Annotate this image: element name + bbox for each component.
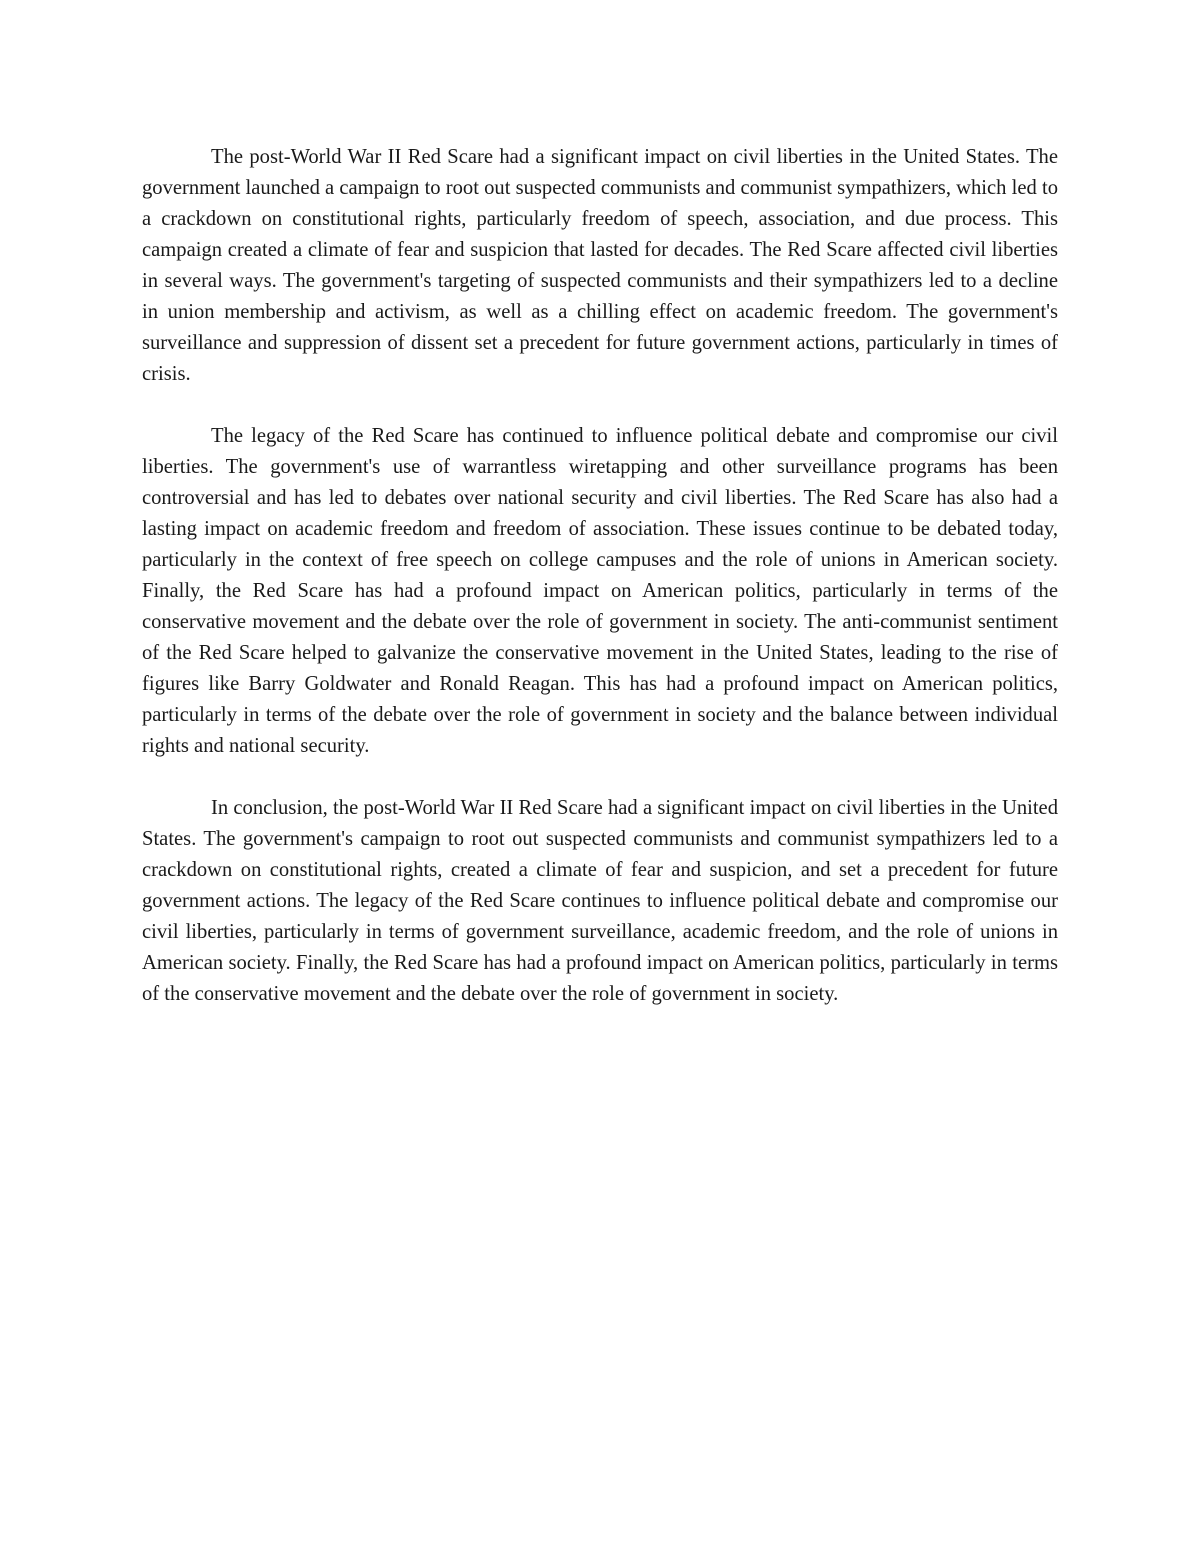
paragraph-conclusion: In conclusion, the post-World War II Red Scare had a significant impact on civil liberties in the United States. The government's campaign to root out suspected communists and communist sympathizers led to a crackdown on constitutional rights, created a climate of fear and suspicion, and set a precedent for future government actions. The legacy of the Red Scare continues to influence political debate and compromise our civil liberties, particularly in terms of government surveillance, academic freedom, and the role of unions in American society. Finally, the Red Scare has had a profound impact on American politics, particularly in terms of the conservative movement and the debate over the role of government in society. bbox=[142, 797, 1058, 1005]
document-body bbox=[142, 142, 1058, 1010]
paragraph-red-scare-impact: The post-World War II Red Scare had a significant impact on civil liberties in the United States. The government launched a campaign to root out suspected communists and communist sympathizers, which led to a crackdown on constitutional rights, particularly freedom of speech, association, and due process. This campaign created a climate of fear and suspicion that lasted for decades. The Red Scare affected civil liberties in several ways. The government's targeting of suspected communists and their sympathizers led to a decline in union membership and activism, as well as a chilling effect on academic freedom. The government's surveillance and suppression of dissent set a precedent for future government actions, particularly in times of crisis. bbox=[142, 146, 1058, 385]
paragraph-red-scare-legacy: The legacy of the Red Scare has continued to influence political debate and compromise our civil liberties. The government's use of warrantless wiretapping and other surveillance programs has been controversial and has led to debates over national security and civil liberties. The Red Scare has also had a lasting impact on academic freedom and freedom of association. These issues continue to be debated today, particularly in the context of free speech on college campuses and the role of unions in American society. Finally, the Red Scare has had a profound impact on American politics, particularly in terms of the conservative movement and the debate over the role of government in society. The anti-communist sentiment of the Red Scare helped to galvanize the conservative movement in the United States, leading to the rise of figures like Barry Goldwater and Ronald Reagan. This has had a profound impact on American politics, particularly in terms of the debate over the role of government in society and the balance between individual rights and national security. bbox=[142, 425, 1058, 757]
